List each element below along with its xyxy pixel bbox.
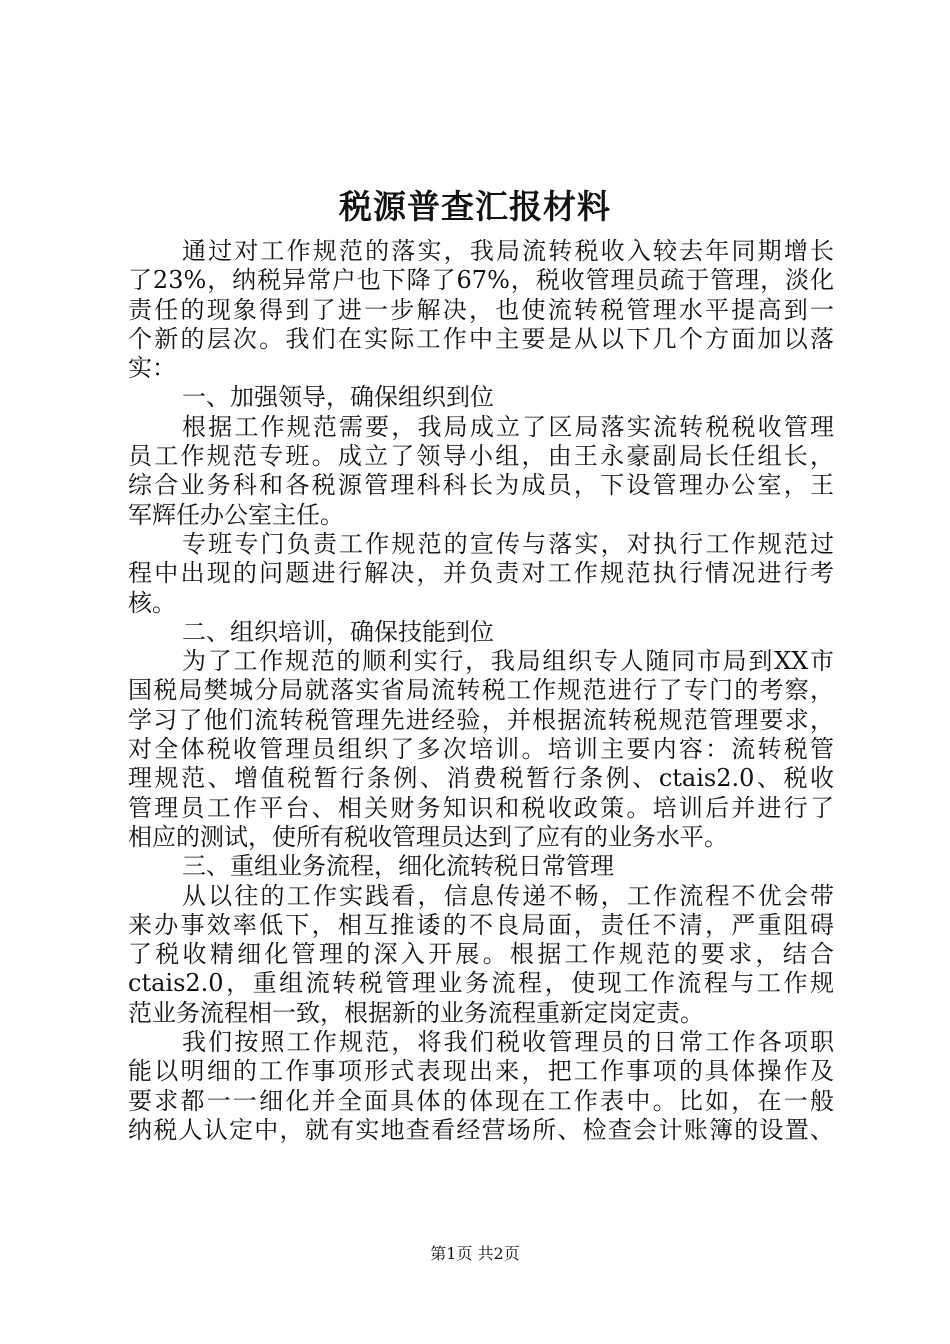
- body-line: 理规范、增值税暂行条例、消费税暂行条例、ctais2.0、税收: [128, 764, 834, 793]
- body-line: 责任的现象得到了进一步解决，也使流转税管理水平提高到一: [128, 295, 834, 324]
- page-footer: 第1页 共2页: [430, 1244, 520, 1263]
- body-line: 员工作规范专班。成立了领导小组，由王永豪副局长任组长，: [128, 442, 834, 471]
- body-line: 要求都一一细化并全面具体的体现在工作表中。比如，在一般: [128, 1086, 834, 1115]
- body-line: 专班专门负责工作规范的宣传与落实，对执行工作规范过: [182, 529, 834, 558]
- document-title: 税源普查汇报材料: [339, 187, 611, 226]
- body-line: 学习了他们流转税管理先进经验，并根据流转税规范管理要求，: [128, 705, 834, 734]
- body-line: ctais2.0，重组流转税管理业务流程，使现工作流程与工作规: [128, 969, 834, 998]
- body-line: 我们按照工作规范，将我们税收管理员的日常工作各项职: [182, 1028, 834, 1057]
- body-line: 能以明细的工作事项形式表现出来，把工作事项的具体操作及: [128, 1057, 834, 1086]
- body-line: 根据工作规范需要，我局成立了区局落实流转税税收管理: [182, 412, 834, 441]
- section-heading: 三、重组业务流程，细化流转税日常管理: [182, 852, 614, 881]
- body-line: 军辉任办公室主任。: [128, 500, 344, 529]
- body-line: 来办事效率低下，相互推诿的不良局面，责任不清，严重阻碍: [128, 910, 834, 939]
- body-line: 为了工作规范的顺利实行，我局组织专人随同市局到XX市: [182, 647, 834, 676]
- section-heading: 一、加强领导，确保组织到位: [182, 383, 494, 412]
- body-line: 国税局樊城分局就落实省局流转税工作规范进行了专门的考察，: [128, 676, 834, 705]
- body-line: 范业务流程相一致，根据新的业务流程重新定岗定责。: [128, 998, 704, 1027]
- body-line: 从以往的工作实践看，信息传递不畅，工作流程不优会带: [182, 881, 834, 910]
- body-line: 核。: [128, 588, 176, 617]
- body-line: 了税收精细化管理的深入开展。根据工作规范的要求，结合: [128, 940, 834, 969]
- body-line: 对全体税收管理员组织了多次培训。培训主要内容：流转税管: [128, 735, 834, 764]
- body-line: 管理员工作平台、相关财务知识和税收政策。培训后并进行了: [128, 793, 834, 822]
- body-line: 综合业务科和各税源管理科科长为成员，下设管理办公室，王: [128, 471, 834, 500]
- body-line: 个新的层次。我们在实际工作中主要是从以下几个方面加以落: [128, 324, 834, 353]
- body-line: 实：: [128, 354, 176, 383]
- section-heading: 二、组织培训，确保技能到位: [182, 617, 494, 646]
- body-line: 通过对工作规范的落实，我局流转税收入较去年同期增长: [182, 237, 834, 265]
- body-line: 了23%，纳税异常户也下降了67%，税收管理员疏于管理，淡化: [128, 266, 834, 295]
- document-body: [128, 237, 834, 1145]
- body-line: 相应的测试，使所有税收管理员达到了应有的业务水平。: [128, 822, 728, 851]
- body-line: 纳税人认定中，就有实地查看经营场所、检查会计账簿的设置、: [128, 1115, 834, 1144]
- body-line: 程中出现的问题进行解决，并负责对工作规范执行情况进行考: [128, 559, 834, 588]
